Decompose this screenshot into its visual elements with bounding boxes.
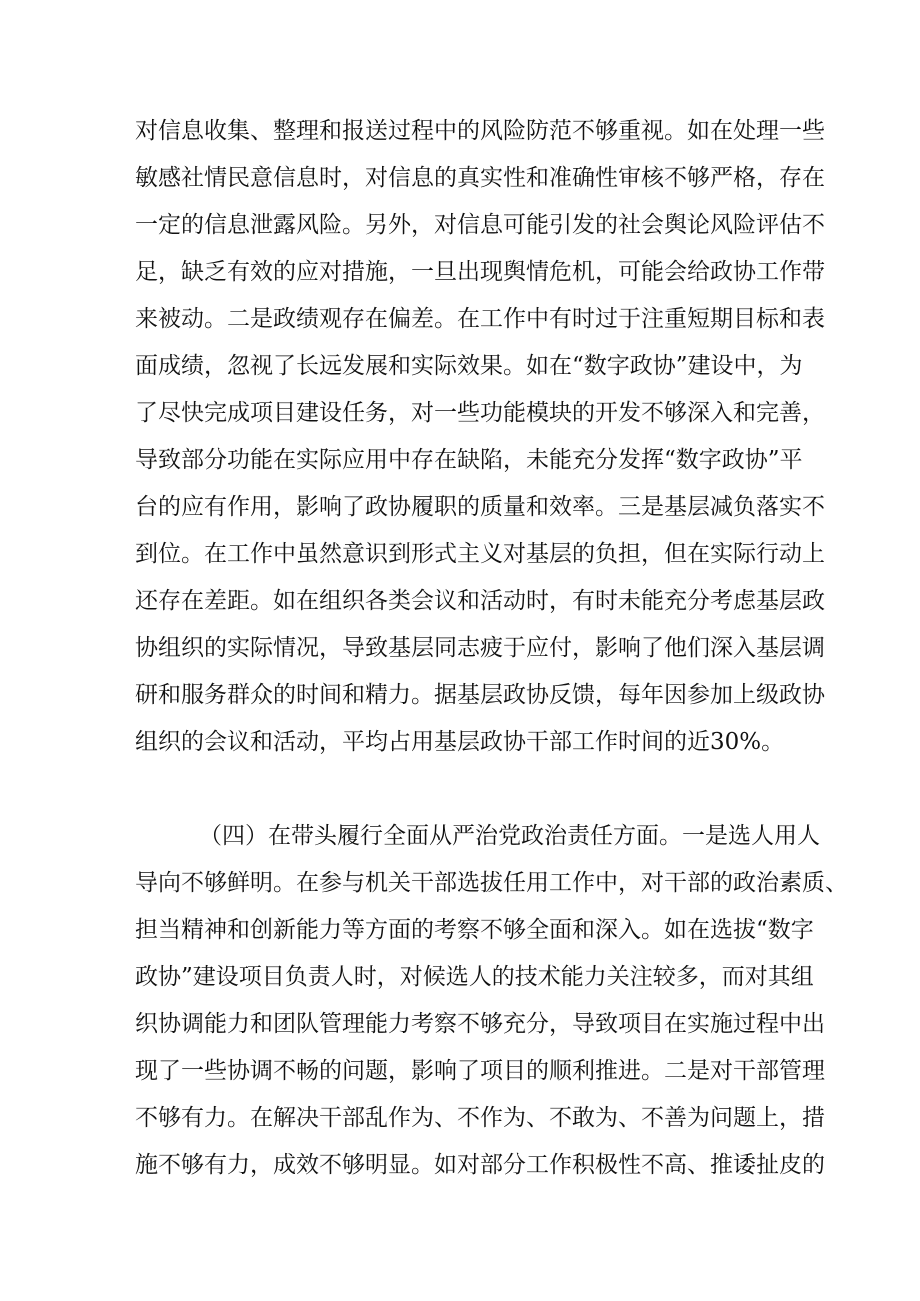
paragraph-1-line: 足，缺乏有效的应对措施，一旦出现舆情危机，可能会给政协工作带 [135,259,825,285]
paragraph-2-line: 现了一些协调不畅的问题，影响了项目的顺利推进。二是对干部管理 [135,1058,825,1084]
paragraph-2-line: 导向不够鲜明。在参与机关干部选拔任用工作中，对干部的政治素质、 [135,870,848,896]
paragraph-2-line: 织协调能力和团队管理能力考察不够充分，导致项目在实施过程中出 [135,1011,825,1037]
paragraph-1-line: 到位。在工作中虽然意识到形式主义对基层的负担，但在实际行动上 [135,541,825,567]
paragraph-1-line: 台的应有作用，影响了政协履职的质量和效率。三是基层减负落实不 [135,494,825,520]
paragraph-1 [135,108,825,766]
paragraph-1-line: 面成绩，忽视了长远发展和实际效果。如在“数字政协”建设中，为 [135,353,803,379]
paragraph-2 [135,813,848,1189]
paragraph-2-line: 施不够有力，成效不够明显。如对部分工作积极性不高、推诿扯皮的 [135,1152,825,1178]
paragraph-1-line: 研和服务群众的时间和精力。据基层政协反馈，每年因参加上级政协 [135,682,825,708]
paragraph-1-line: 来被动。二是政绩观存在偏差。在工作中有时过于注重短期目标和表 [135,306,825,332]
paragraph-2-line: 担当精神和创新能力等方面的考察不够全面和深入。如在选拔“数字 [135,917,814,943]
paragraph-1-line: 对信息收集、整理和报送过程中的风险防范不够重视。如在处理一些 [135,118,825,144]
paragraph-1-line: 协组织的实际情况，导致基层同志疲于应付，影响了他们深入基层调 [135,635,825,661]
paragraph-2-line-indented: （四）在带头履行全面从严治党政治责任方面。一是选人用人 [199,823,820,849]
paragraph-1-line: 一定的信息泄露风险。另外，对信息可能引发的社会舆论风险评估不 [135,212,825,238]
paragraph-1-line: 还存在差距。如在组织各类会议和活动时，有时未能充分考虑基层政 [135,588,825,614]
paragraph-2-line: 不够有力。在解决干部乱作为、不作为、不敢为、不善为问题上，措 [135,1105,825,1131]
paragraph-1-line: 敏感社情民意信息时，对信息的真实性和准确性审核不够严格，存在 [135,165,825,191]
paragraph-2-line: 政协”建设项目负责人时，对候选人的技术能力关注较多，而对其组 [135,964,814,990]
paragraph-1-line: 导致部分功能在实际应用中存在缺陷，未能充分发挥“数字政协”平 [135,447,803,473]
paragraph-1-line: 组织的会议和活动，平均占用基层政协干部工作时间的近30%。 [135,729,785,755]
paragraph-1-line: 了尽快完成项目建设任务，对一些功能模块的开发不够深入和完善， [135,400,825,426]
